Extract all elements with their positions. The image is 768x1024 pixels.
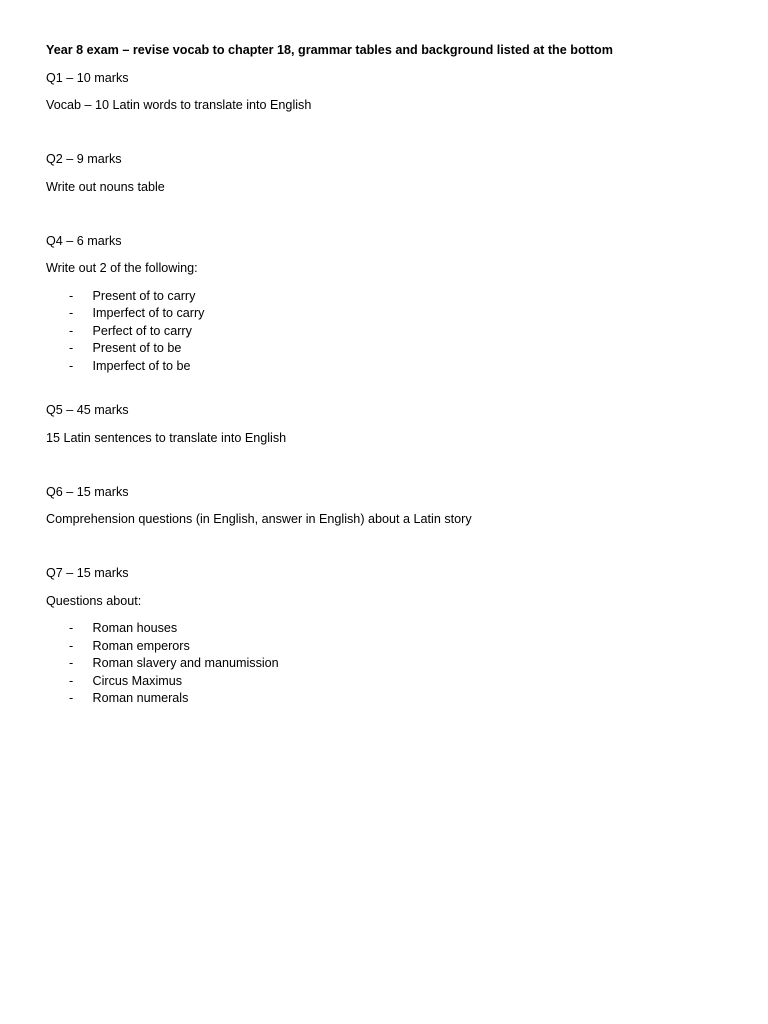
list-item-label: Imperfect of to be	[92, 358, 191, 373]
list-item	[46, 620, 726, 638]
list-item	[46, 340, 726, 358]
list-item-label: Roman emperors	[92, 638, 190, 653]
q5-heading: Q5 – 45 marks	[46, 403, 129, 417]
q1-text: Vocab – 10 Latin words to translate into English	[46, 98, 312, 112]
list-item	[46, 690, 726, 708]
document-title: Year 8 exam – revise vocab to chapter 18, grammar tables and background listed at the bottom	[46, 43, 613, 57]
list-item	[46, 305, 726, 323]
list-dash: -	[69, 656, 74, 670]
list-item-label: Roman slavery and manumission	[92, 656, 279, 670]
q7-list	[46, 620, 726, 708]
list-item	[46, 638, 726, 656]
q2-text: Write out nouns table	[46, 179, 165, 194]
q1-heading: Q1 – 10 marks	[46, 70, 129, 85]
document-body	[46, 42, 726, 708]
q7-heading: Q7 – 15 marks	[46, 566, 129, 580]
list-item-label: Imperfect of to carry	[92, 306, 205, 320]
q4-heading: Q4 – 6 marks	[46, 233, 122, 248]
list-dash: -	[69, 673, 74, 688]
list-item-label: Present of to be	[92, 341, 182, 355]
list-item-label: Roman houses	[92, 621, 178, 635]
q2-heading: Q2 – 9 marks	[46, 152, 122, 166]
list-item-label: Perfect of to carry	[92, 323, 192, 338]
list-item	[46, 655, 726, 673]
q6-heading: Q6 – 15 marks	[46, 484, 129, 499]
list-item	[46, 673, 726, 691]
list-item-label: Present of to carry	[92, 288, 196, 303]
q7-text: Questions about:	[46, 593, 142, 608]
list-dash: -	[69, 288, 74, 303]
list-item	[46, 358, 726, 376]
list-dash: -	[69, 621, 74, 635]
list-dash: -	[69, 358, 74, 373]
q4-list	[46, 288, 726, 376]
list-dash: -	[69, 341, 74, 355]
list-item	[46, 323, 726, 341]
q6-text: Comprehension questions (in English, answer in English) about a Latin story	[46, 512, 472, 526]
list-dash: -	[69, 306, 74, 320]
q4-text: Write out 2 of the following:	[46, 261, 198, 275]
q5-text: 15 Latin sentences to translate into English	[46, 430, 287, 445]
list-item-label: Circus Maximus	[92, 673, 183, 688]
list-dash: -	[69, 638, 74, 653]
list-item-label: Roman numerals	[92, 691, 189, 705]
list-item	[46, 288, 726, 306]
list-dash: -	[69, 323, 74, 338]
list-dash: -	[69, 691, 74, 705]
